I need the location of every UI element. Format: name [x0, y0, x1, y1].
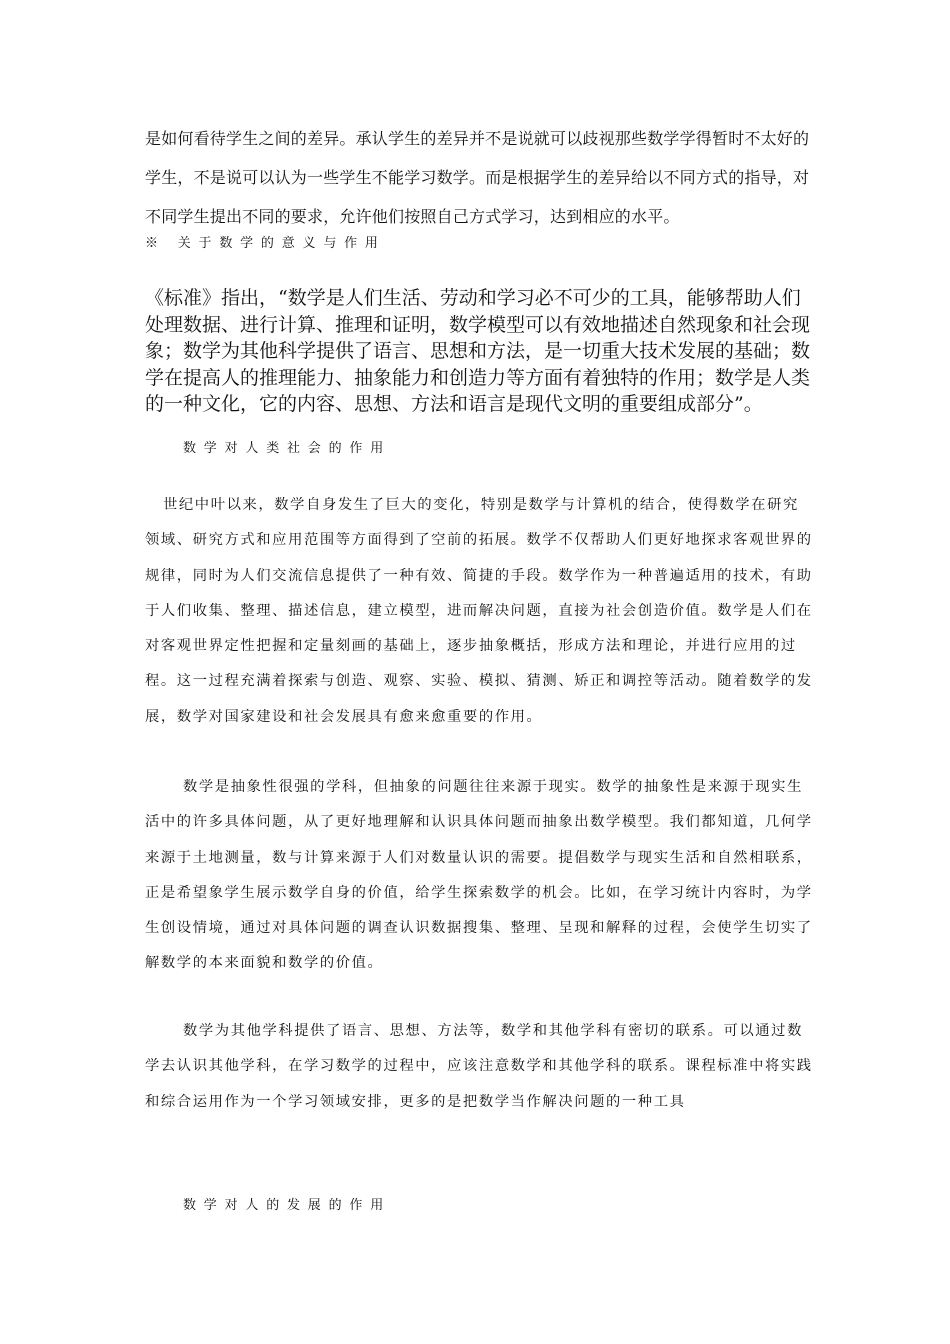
intro-paragraph: 是如何看待学生之间的差异。承认学生的差异并不是说就可以歧视那些数学学得暂时不太好的学生，不是说可以认为一些学生不能学习数学。而是根据学生的差异给以不同方式的指导，对不同学生提出不同的要求，允许他们按照自己方式学习，达到相应的水平。: [145, 129, 810, 226]
paragraph-society: 世纪中叶以来，数学自身发生了巨大的变化，特别是数学与计算机的结合，使得数学在研究领域、研究方式和应用范围等方面得到了空前的拓展。数学不仅帮助人们更好地探求客观世界的规律，同时为人们交流信息提供了一种有效、简捷的手段。数学作为一种普遍适用的技术，有助于人们收集、整理、描述信息，建立模型，进而解决问题，直接为社会创造价值。数学是人们在对客观世界定性把握和定量刻画的基础上，逐步抽象概括，形成方法和理论，并进行应用的过程。这一过程充满着探索与创造、观察、实验、模拟、猜测、矫正和调控等活动。随着数学的发展，数学对国家建设和社会发展具有愈来愈重要的作用。: [145, 497, 813, 725]
paragraph-subjects: 数学为其他学科提供了语言、思想、方法等，数学和其他学科有密切的联系。可以通过数学去认识其他学科，在学习数学的过程中，应该注意数学和其他学科的联系。课程标准中将实践和综合运用作为一个学习领域安排，更多的是把数学当作解决问题的一种工具: [145, 1023, 813, 1110]
standard-quote-paragraph: 《标准》指出，“数学是人们生活、劳动和学习必不可少的工具，能够帮助人们处理数据、进行计算、推理和证明，数学模型可以有效地描述自然现象和社会现象；数学为其他科学提供了语言、思想和方法，是一切重大技术发展的基础；数学在提高人的推理能力、抽象能力和创造力等方面有着独特的作用；数学是人类的一种文化，它的内容、思想、方法和语言是现代文明的重要组成部分”。: [145, 287, 811, 415]
section-heading-society: 数学对人类社会的作用: [183, 441, 392, 456]
section-heading-meaning: ※ 关于数学的意义与作用: [145, 236, 386, 251]
section-heading-individual: 数学对人的发展的作用: [183, 1198, 392, 1213]
paragraph-abstract: 数学是抽象性很强的学科，但抽象的问题往往来源于现实。数学的抽象性是来源于现实生活中的许多具体问题，从了更好地理解和认识具体问题而抽象出数学模型。我们都知道，几何学来源于土地测量，数与计算来源于人们对数量认识的需要。提倡数学与现实生活和自然相联系，正是希望象学生展示数学自身的价值，给学生探索数学的机会。比如，在学习统计内容时，为学生创设情境，通过对具体问题的调查认识数据搜集、整理、呈现和解释的过程，会使学生切实了解数学的本来面貌和数学的价值。: [145, 779, 813, 972]
